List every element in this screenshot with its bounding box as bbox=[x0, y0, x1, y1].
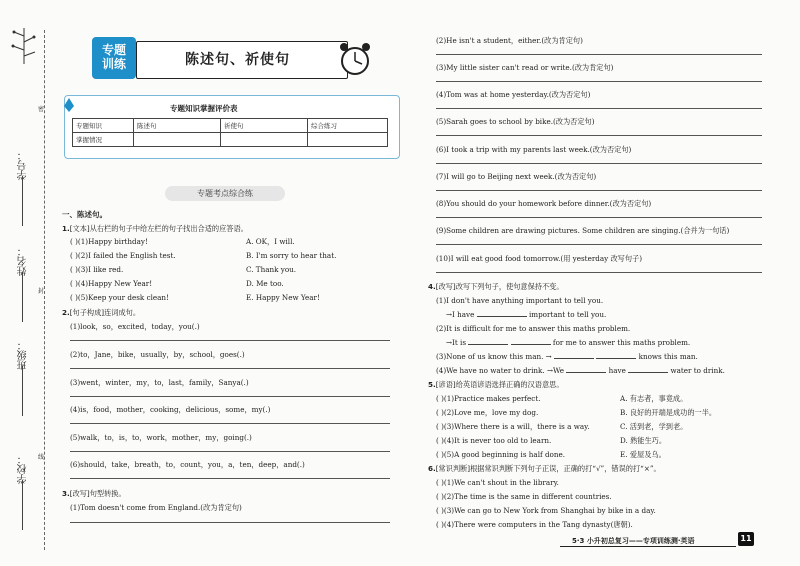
rewrite-middle: have bbox=[608, 366, 626, 375]
answer-line[interactable] bbox=[70, 522, 390, 523]
answer-line[interactable] bbox=[70, 396, 390, 397]
table-cell[interactable] bbox=[134, 133, 221, 147]
blank[interactable] bbox=[511, 344, 551, 345]
badge-line-1: 专题 bbox=[101, 43, 126, 57]
q5-left-1[interactable]: ( )(1)Practice makes perfect. bbox=[436, 394, 541, 403]
evaluation-table bbox=[72, 118, 388, 147]
rewrite-suffix: for me to answer this maths problem. bbox=[552, 338, 691, 347]
q3-item-3: (3)My little sister can't read or write.(改为肯定句) bbox=[436, 63, 614, 72]
q5-right-e: E. 爱屋及乌。 bbox=[620, 450, 666, 459]
q3-stem bbox=[62, 489, 126, 498]
q1-right-c: C. Thank you. bbox=[246, 265, 297, 274]
rewrite-prefix: (4)We have no water to drink. →We bbox=[436, 366, 565, 375]
q6-stem bbox=[428, 464, 661, 473]
table-row bbox=[73, 133, 388, 147]
section-banner: 专题考点综合练 bbox=[165, 186, 285, 201]
q4-stem bbox=[428, 282, 564, 291]
q2-item-6: (6)should，take，breath，to，count，you，a，ten，deep，and(.) bbox=[70, 460, 305, 469]
q4-item-2: (2)It is difficult for me to answer this maths problem. bbox=[436, 324, 631, 333]
q3-item-1: (1)Tom doesn't come from England.(改为肯定句) bbox=[70, 503, 242, 512]
answer-line[interactable] bbox=[436, 217, 762, 218]
rewrite-prefix: (3)None of us know this man. → bbox=[436, 352, 552, 361]
table-cell: 陈述句 bbox=[134, 119, 221, 133]
tree-decoration-icon bbox=[4, 26, 44, 66]
footer-rule bbox=[560, 546, 736, 547]
q4-item-1: (1)I don't have anything important to tell you. bbox=[436, 296, 604, 305]
table-cell: 掌握情况 bbox=[73, 133, 134, 147]
name-label: 姓名： bbox=[18, 246, 29, 276]
q5-left-5[interactable]: ( )(5)A good beginning is half done. bbox=[436, 450, 566, 459]
blank[interactable] bbox=[468, 344, 508, 345]
evaluation-title: 专题知识掌握评价表 bbox=[170, 104, 238, 113]
q3-number: 3. bbox=[62, 489, 70, 498]
answer-line[interactable] bbox=[70, 340, 390, 341]
answer-line[interactable] bbox=[70, 478, 390, 479]
blank[interactable] bbox=[554, 358, 594, 359]
q5-stem bbox=[428, 380, 564, 389]
rewrite-suffix: water to drink. bbox=[670, 366, 725, 375]
q1-text: 从右栏的句子中给左栏的句子找出合适的应答语。 bbox=[89, 224, 248, 233]
rewrite-prefix: →I have bbox=[446, 310, 475, 319]
q1-right-e: E. Happy New Year! bbox=[246, 293, 320, 302]
class-label: 班级： bbox=[18, 340, 29, 370]
table-cell[interactable] bbox=[308, 133, 388, 147]
answer-line[interactable] bbox=[436, 190, 762, 191]
table-cell[interactable] bbox=[221, 133, 308, 147]
seal-mark-3: 线 bbox=[38, 454, 45, 461]
q6-tag: [常识判断] bbox=[435, 464, 471, 473]
answer-line[interactable] bbox=[436, 272, 762, 273]
q5-number: 5. bbox=[428, 380, 436, 389]
q1-stem bbox=[62, 224, 248, 233]
q2-stem bbox=[62, 308, 140, 317]
footer-text: 5·3 小升初总复习——专项训练测·英语 bbox=[572, 537, 695, 545]
q6-item-2[interactable]: ( )(2)The time is the same in different countries. bbox=[436, 492, 612, 501]
q2-number: 2. bbox=[62, 308, 70, 317]
q6-item-4[interactable]: ( )(4)There were computers in the Tang dynasty(唐朝). bbox=[436, 520, 633, 529]
table-cell: 综合练习 bbox=[308, 119, 388, 133]
q3-item-5: (5)Sarah goes to school by bike.(改为否定句) bbox=[436, 117, 595, 126]
q3-item-7: (7)I will go to Beijing next week.(改为否定句) bbox=[436, 172, 597, 181]
seal-mark-1: 密 bbox=[38, 106, 45, 113]
page-number: 11 bbox=[738, 532, 754, 546]
answer-line[interactable] bbox=[436, 244, 762, 245]
answer-line[interactable] bbox=[70, 451, 390, 452]
q5-right-b: B. 良好的开端是成功的一半。 bbox=[620, 408, 717, 417]
name-blank bbox=[22, 272, 23, 322]
rewrite-suffix: important to tell you. bbox=[528, 310, 607, 319]
q4-item-2-rewrite bbox=[446, 338, 690, 347]
q4-item-3 bbox=[436, 352, 698, 361]
school-blank bbox=[22, 480, 23, 530]
q5-right-d: D. 熟能生巧。 bbox=[620, 436, 667, 445]
student-number-label: 学号： bbox=[18, 150, 29, 180]
blank[interactable] bbox=[628, 372, 668, 373]
section-1-title: 一、陈述句。 bbox=[62, 210, 107, 219]
q2-item-1: (1)look，so，excited，today，you(.) bbox=[70, 322, 200, 331]
topic-training-badge bbox=[92, 37, 136, 79]
answer-line[interactable] bbox=[436, 135, 762, 136]
rewrite-prefix: →It is bbox=[446, 338, 467, 347]
answer-line[interactable] bbox=[70, 423, 390, 424]
student-number-blank bbox=[22, 176, 23, 226]
table-cell: 专题知识 bbox=[73, 119, 134, 133]
table-cell: 祈使句 bbox=[221, 119, 308, 133]
q5-left-3[interactable]: ( )(3)Where there is a will，there is a way. bbox=[436, 422, 590, 431]
school-label: 学校： bbox=[18, 454, 29, 484]
q2-item-4: (4)is，food，mother，cooking，delicious，some，my(.) bbox=[70, 405, 271, 414]
blank[interactable] bbox=[596, 358, 636, 359]
q5-left-2[interactable]: ( )(2)Love me，love my dog. bbox=[436, 408, 539, 417]
q2-item-3: (3)went，winter，my，to，last，family，Sanya(.) bbox=[70, 378, 249, 387]
q3-item-2: (2)He isn't a student，either.(改为肯定句) bbox=[436, 36, 583, 45]
q1-left-5[interactable]: ( )(5)Keep your desk clean! bbox=[70, 293, 169, 302]
pin-icon bbox=[64, 98, 74, 112]
q4-item-1-rewrite bbox=[446, 310, 606, 319]
blank[interactable] bbox=[477, 316, 527, 317]
q6-text: 根据常识判断下列句子正误，正确的打“√”，错误的打“×”。 bbox=[470, 464, 661, 473]
q4-item-4 bbox=[436, 366, 725, 375]
q3-item-9: (9)Some children are drawing pictures. Some children are singing.(合并为一句话) bbox=[436, 226, 730, 235]
page-title: 陈述句、祈使句 bbox=[185, 52, 290, 68]
answer-line[interactable] bbox=[436, 163, 762, 164]
q5-right-c: C. 活到老，学到老。 bbox=[620, 422, 688, 431]
q1-tag: [文本] bbox=[69, 224, 90, 233]
cut-line bbox=[44, 30, 45, 550]
q1-left-4[interactable]: ( )(4)Happy New Year! bbox=[70, 279, 153, 288]
answer-line[interactable] bbox=[436, 108, 762, 109]
q5-right-a: A. 有志者，事竟成。 bbox=[620, 394, 688, 403]
q2-item-5: (5)walk，to，is，to，work，mother，my，going(.) bbox=[70, 433, 252, 442]
q5-tag: [谚语] bbox=[435, 380, 456, 389]
q1-left-3[interactable]: ( )(3)I like red. bbox=[70, 265, 124, 274]
q3-item-8: (8)You should do your homework before dinner.(改为否定句) bbox=[436, 199, 652, 208]
q1-left-2[interactable]: ( )(2)I failed the English test. bbox=[70, 251, 176, 260]
q2-text: 连词成句。 bbox=[104, 308, 141, 317]
q3-item-10: (10)I will eat good food tomorrow.(用 yesterday 改写句子) bbox=[436, 254, 643, 263]
answer-line[interactable] bbox=[70, 368, 390, 369]
q2-tag: [句子构成] bbox=[69, 308, 105, 317]
q6-number: 6. bbox=[428, 464, 436, 473]
q1-right-d: D. Me too. bbox=[246, 279, 284, 288]
rewrite-suffix: knows this man. bbox=[638, 352, 698, 361]
q1-right-a: A. OK，I will. bbox=[246, 237, 295, 246]
q2-item-2: (2)to，Jane，bike，usually，by，school，goes(.) bbox=[70, 350, 245, 359]
alarm-clock-icon bbox=[336, 40, 374, 78]
q1-left-1[interactable]: ( )(1)Happy birthday! bbox=[70, 237, 148, 246]
seal-mark-2: 封 bbox=[38, 288, 45, 295]
q1-number: 1. bbox=[62, 224, 70, 233]
table-row bbox=[73, 119, 388, 133]
q5-text: 给英语谚语选择正确的汉语意思。 bbox=[455, 380, 564, 389]
answer-line[interactable] bbox=[436, 54, 762, 55]
q1-right-b: B. I'm sorry to hear that. bbox=[246, 251, 337, 260]
class-blank bbox=[22, 366, 23, 416]
q6-item-3[interactable]: ( )(3)We can go to New York from Shanghai by bike in a day. bbox=[436, 506, 656, 515]
q4-number: 4. bbox=[428, 282, 436, 291]
q3-tag: [改写] bbox=[69, 489, 90, 498]
blank[interactable] bbox=[566, 372, 606, 373]
q6-item-1[interactable]: ( )(1)We can't shout in the library. bbox=[436, 478, 559, 487]
q4-text: 改写下列句子，使句意保持不变。 bbox=[455, 282, 564, 291]
q3-item-4: (4)Tom was at home yesterday.(改为否定句) bbox=[436, 90, 591, 99]
q5-left-4[interactable]: ( )(4)It is never too old to learn. bbox=[436, 436, 552, 445]
q3-text: 句型转换。 bbox=[89, 489, 126, 498]
q3-item-6: (6)I took a trip with my parents last week.(改为否定句) bbox=[436, 145, 632, 154]
answer-line[interactable] bbox=[436, 81, 762, 82]
badge-line-2: 训练 bbox=[101, 57, 126, 71]
q4-tag: [改写] bbox=[435, 282, 456, 291]
